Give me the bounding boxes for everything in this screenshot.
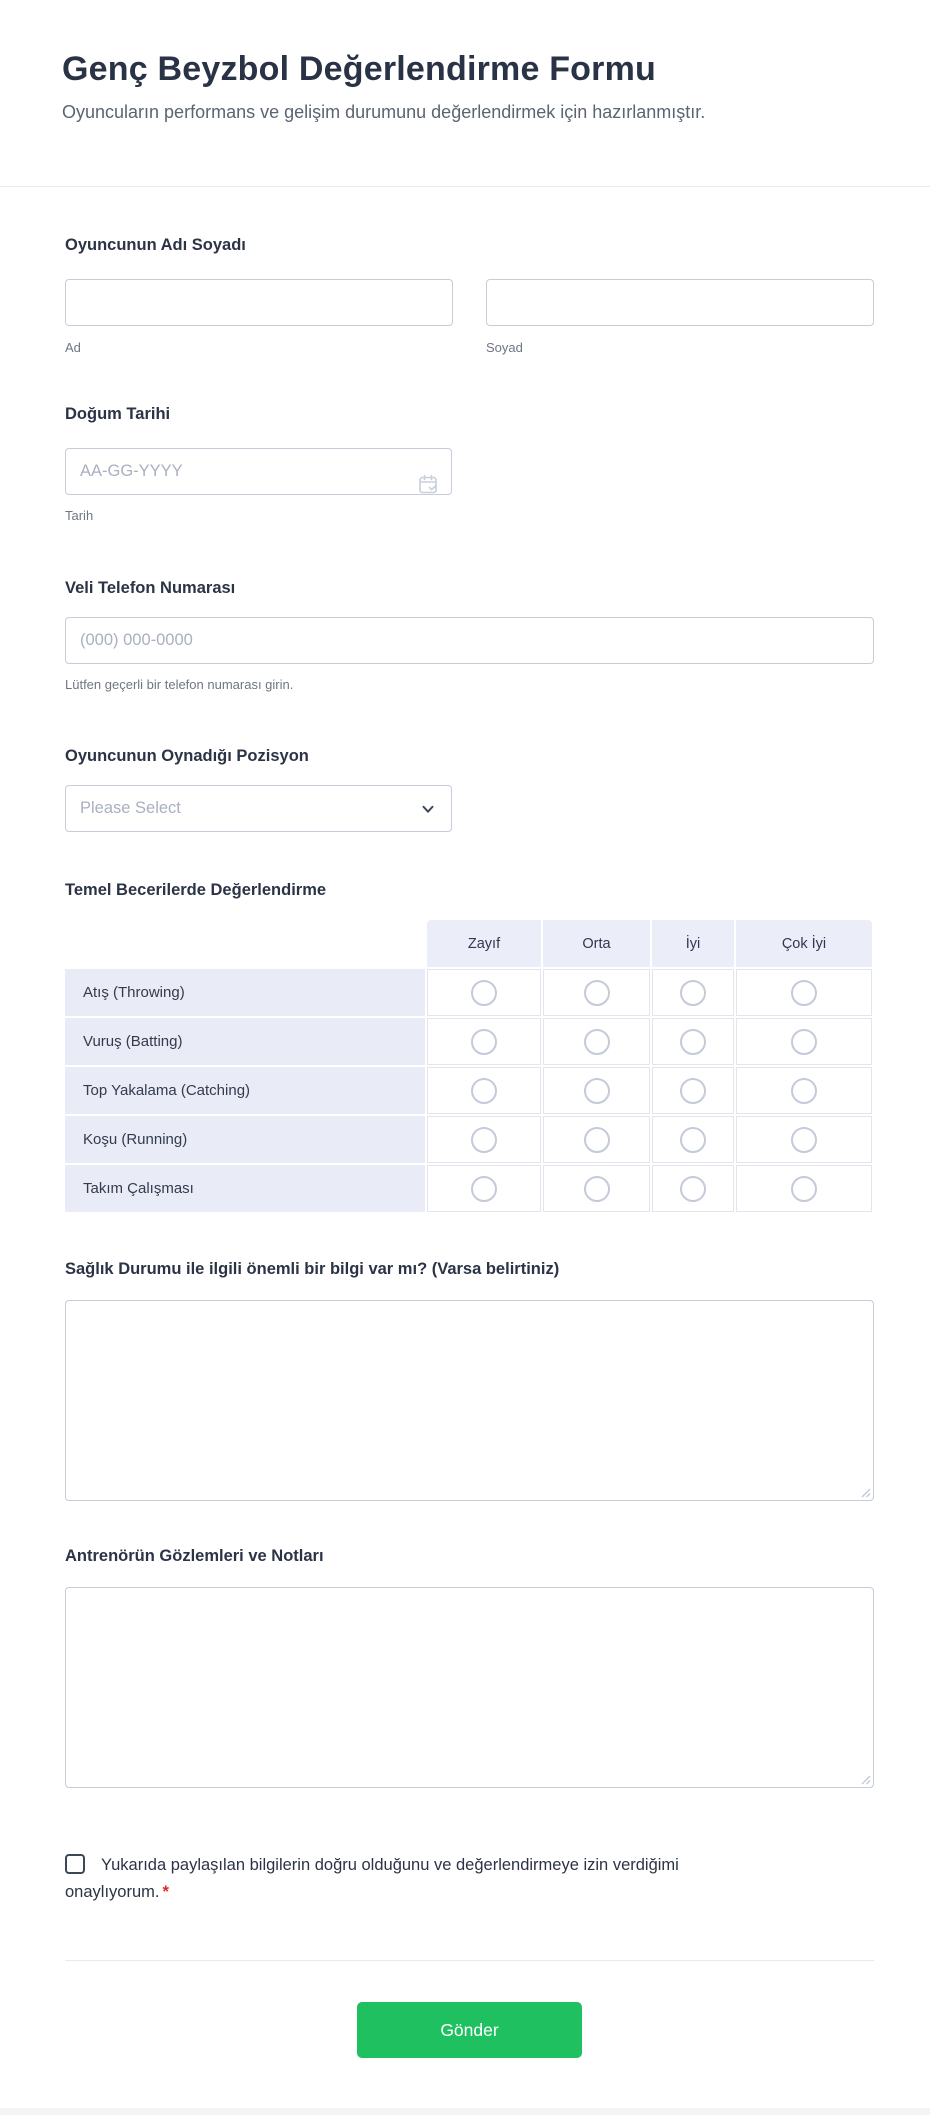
matrix-corner-cell: [65, 920, 425, 967]
health-textarea[interactable]: [65, 1300, 874, 1501]
radio-running-zayif[interactable]: [471, 1127, 497, 1153]
field-group-skills: [65, 879, 874, 1212]
radio-running-iyi[interactable]: [680, 1127, 706, 1153]
matrix-cell: [736, 1018, 872, 1065]
matrix-cell: [427, 1018, 541, 1065]
matrix-cell: [652, 1067, 734, 1114]
form-header: [0, 0, 930, 187]
first-name-input[interactable]: [65, 279, 453, 326]
health-label: Sağlık Durumu ile ilgili önemli bir bilgi var mı? (Varsa belirtiniz): [65, 1260, 560, 1279]
field-group-birthdate: [65, 403, 874, 524]
first-name-sublabel: Ad: [65, 340, 81, 356]
matrix-cell: [543, 1067, 650, 1114]
matrix-cell: [736, 1067, 872, 1114]
matrix-row-label-catching: Top Yakalama (Catching): [65, 1067, 425, 1114]
matrix-col-header-cok-iyi: Çok İyi: [736, 920, 872, 967]
field-group-health: [65, 1258, 874, 1501]
chevron-down-icon: [419, 800, 437, 818]
submit-button[interactable]: Gönder: [357, 2002, 582, 2058]
matrix-cell: [736, 1116, 872, 1163]
matrix-cell: [543, 969, 650, 1016]
radio-catching-cok-iyi[interactable]: [791, 1078, 817, 1104]
radio-throwing-cok-iyi[interactable]: [791, 980, 817, 1006]
field-group-phone: [65, 577, 874, 693]
name-label: Oyuncunun Adı Soyadı: [65, 236, 246, 255]
birthdate-label: Doğum Tarihi: [65, 405, 171, 424]
matrix-cell: [543, 1116, 650, 1163]
matrix-row-label-teamwork: Takım Çalışması: [65, 1165, 425, 1212]
radio-catching-zayif[interactable]: [471, 1078, 497, 1104]
position-select[interactable]: [65, 785, 452, 832]
birthdate-input-wrap: [65, 448, 452, 495]
matrix-cell: [543, 1018, 650, 1065]
health-textarea-wrap: [65, 1300, 874, 1501]
field-group-coach-notes: [65, 1545, 874, 1788]
matrix-cell: [736, 969, 872, 1016]
coach-notes-textarea-wrap: [65, 1587, 874, 1788]
name-row: [65, 256, 874, 356]
matrix-cell: [736, 1165, 872, 1212]
radio-teamwork-iyi[interactable]: [680, 1176, 706, 1202]
last-name-sublabel: Soyad: [486, 340, 523, 356]
skills-matrix-table: [65, 920, 874, 1212]
form-title: Genç Beyzbol Değerlendirme Formu: [62, 50, 656, 88]
radio-running-cok-iyi[interactable]: [791, 1127, 817, 1153]
matrix-row-label-batting: Vuruş (Batting): [65, 1018, 425, 1065]
radio-teamwork-zayif[interactable]: [471, 1176, 497, 1202]
radio-batting-zayif[interactable]: [471, 1029, 497, 1055]
field-group-consent: [65, 1852, 874, 1906]
matrix-col-header-orta: Orta: [543, 920, 650, 967]
matrix-cell: [427, 1165, 541, 1212]
coach-notes-textarea[interactable]: [65, 1587, 874, 1788]
required-asterisk: *: [162, 1883, 169, 1902]
phone-label: Veli Telefon Numarası: [65, 579, 236, 598]
matrix-cell: [427, 1116, 541, 1163]
form-body: [0, 234, 930, 2058]
phone-input[interactable]: [65, 617, 874, 664]
radio-batting-orta[interactable]: [584, 1029, 610, 1055]
last-name-col: [486, 256, 874, 356]
radio-catching-iyi[interactable]: [680, 1078, 706, 1104]
matrix-col-header-zayif: Zayıf: [427, 920, 541, 967]
matrix-cell: [427, 969, 541, 1016]
matrix-row-label-running: Koşu (Running): [65, 1116, 425, 1163]
radio-throwing-orta[interactable]: [584, 980, 610, 1006]
matrix-col-header-iyi: İyi: [652, 920, 734, 967]
field-group-position: [65, 745, 874, 832]
position-label: Oyuncunun Oynadığı Pozisyon: [65, 747, 309, 766]
birthdate-input[interactable]: [65, 448, 452, 495]
matrix-cell: [652, 969, 734, 1016]
matrix-cell: [652, 1165, 734, 1212]
matrix-cell: [543, 1165, 650, 1212]
matrix-cell: [652, 1116, 734, 1163]
field-group-name: [65, 234, 874, 356]
matrix-row-label-throwing: Atış (Throwing): [65, 969, 425, 1016]
radio-teamwork-orta[interactable]: [584, 1176, 610, 1202]
first-name-col: [65, 256, 453, 356]
matrix-cell: [652, 1018, 734, 1065]
radio-throwing-zayif[interactable]: [471, 980, 497, 1006]
consent-checkbox[interactable]: [65, 1854, 85, 1874]
form-subtitle: Oyuncuların performans ve gelişim durumunu değerlendirmek için hazırlanmıştır.: [62, 102, 706, 123]
radio-batting-iyi[interactable]: [680, 1029, 706, 1055]
radio-catching-orta[interactable]: [584, 1078, 610, 1104]
coach-notes-label: Antrenörün Gözlemleri ve Notları: [65, 1547, 324, 1566]
last-name-input[interactable]: [486, 279, 874, 326]
matrix-cell: [427, 1067, 541, 1114]
consent-row: [65, 1852, 755, 1906]
consent-text: Yukarıda paylaşılan bilgilerin doğru olduğunu ve değerlendirmeye izin verdiğimi onaylıyorum.: [65, 1856, 679, 1902]
radio-running-orta[interactable]: [584, 1127, 610, 1153]
radio-throwing-iyi[interactable]: [680, 980, 706, 1006]
radio-batting-cok-iyi[interactable]: [791, 1029, 817, 1055]
skills-label: Temel Becerilerde Değerlendirme: [65, 881, 327, 900]
birthdate-sublabel: Tarih: [65, 508, 94, 524]
phone-helper-text: Lütfen geçerli bir telefon numarası girin.: [65, 677, 294, 693]
position-select-value: Please Select: [80, 799, 181, 818]
radio-teamwork-cok-iyi[interactable]: [791, 1176, 817, 1202]
form-footer: [65, 1960, 874, 2058]
